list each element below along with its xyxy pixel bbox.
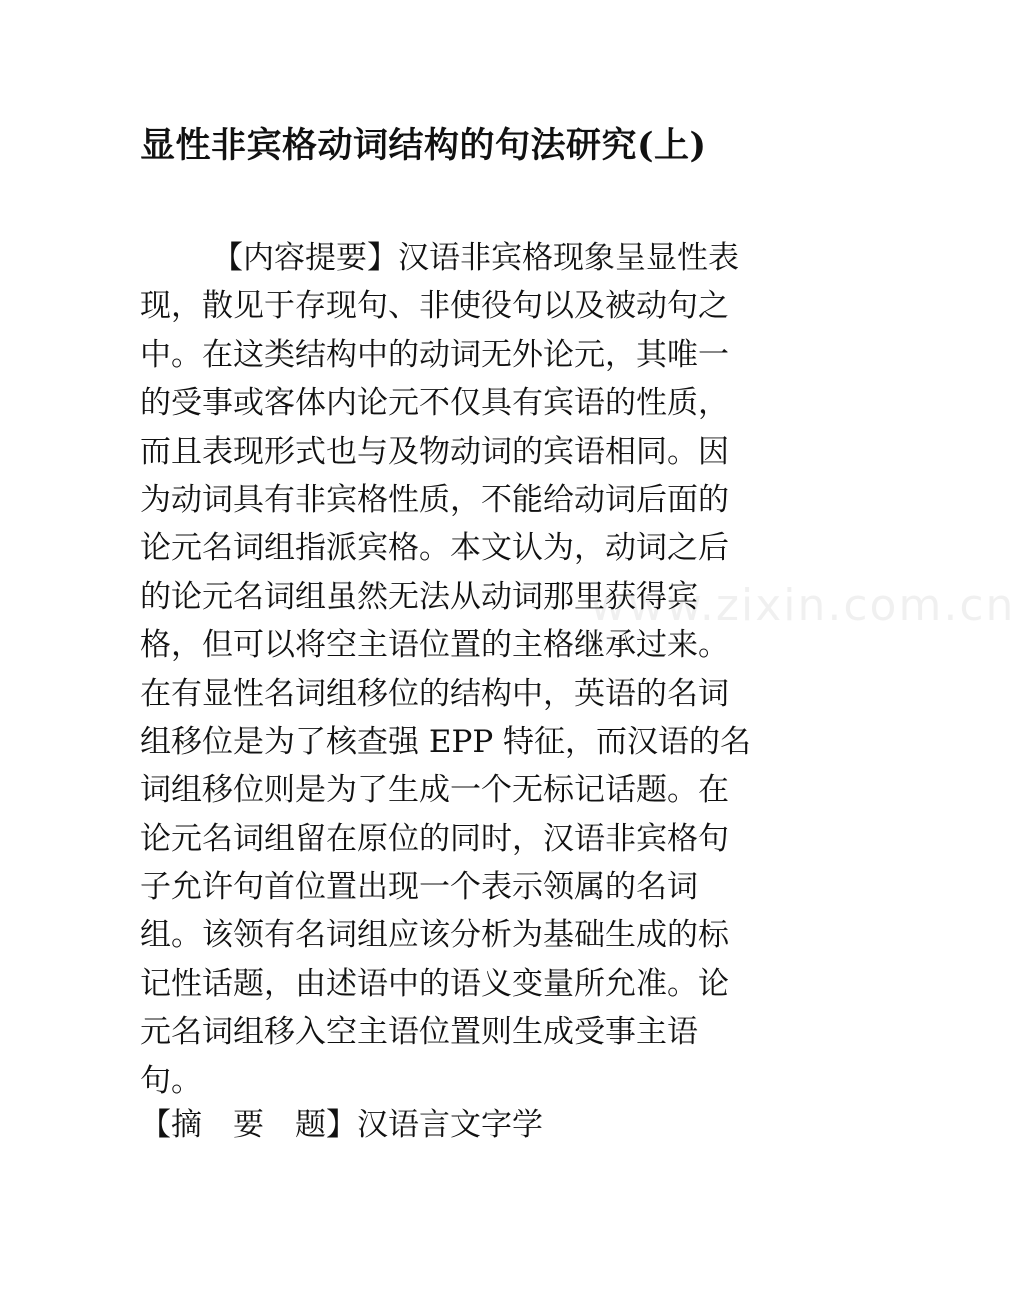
abstract-line: 组。该领有名词组应该分析为基础生成的标 — [140, 917, 729, 954]
abstract-line: 的论元名词组虽然无法从动词那里获得宾 — [140, 578, 698, 615]
abstract-paragraph — [140, 234, 810, 1105]
abstract-line: 中。在这类结构中的动词无外论元，其唯一 — [140, 336, 729, 373]
abstract-line: 论元名词组指派宾格。本文认为，动词之后 — [140, 530, 729, 567]
abstract-line: 现，散见于存现句、非使役句以及被动句之 — [140, 288, 729, 325]
abstract-line: 词组移位则是为了生成一个无标记话题。在 — [140, 772, 729, 809]
abstract-line: 在有显性名词组移位的结构中，英语的名词 — [140, 675, 729, 712]
abstract-line: 为动词具有非宾格性质，不能给动词后面的 — [140, 481, 729, 518]
abstract-line: 句。 — [140, 1062, 202, 1099]
watermark: www.zixin.com.cn — [590, 580, 1015, 631]
abstract-line: 格，但可以将空主语位置的主格继承过来。 — [140, 627, 729, 664]
abstract-line: 而且表现形式也与及物动词的宾语相同。因 — [140, 433, 729, 470]
abstract-line: 元名词组移入空主语位置则生成受事主语 — [140, 1014, 698, 1051]
abstract-line: 记性话题，由述语中的语义变量所允准。论 — [140, 965, 729, 1002]
abstract-line: 组移位是为了核查强 EPP 特征，而汉语的名 — [140, 723, 752, 760]
document-title: 显性非宾格动词结构的句法研究(上) — [140, 125, 707, 166]
keywords-value: 汉语言文字学 — [357, 1107, 543, 1143]
keywords-line — [140, 1101, 543, 1149]
abstract-line: 【内容提要】汉语非宾格现象呈显性表 — [212, 240, 739, 276]
keywords-label: 【摘 要 题】 — [140, 1107, 357, 1143]
abstract-line: 论元名词组留在原位的同时，汉语非宾格句 — [140, 820, 729, 857]
abstract-line: 子允许句首位置出现一个表示领属的名词 — [140, 869, 698, 906]
abstract-line: 的受事或客体内论元不仅具有宾语的性质， — [140, 385, 729, 422]
